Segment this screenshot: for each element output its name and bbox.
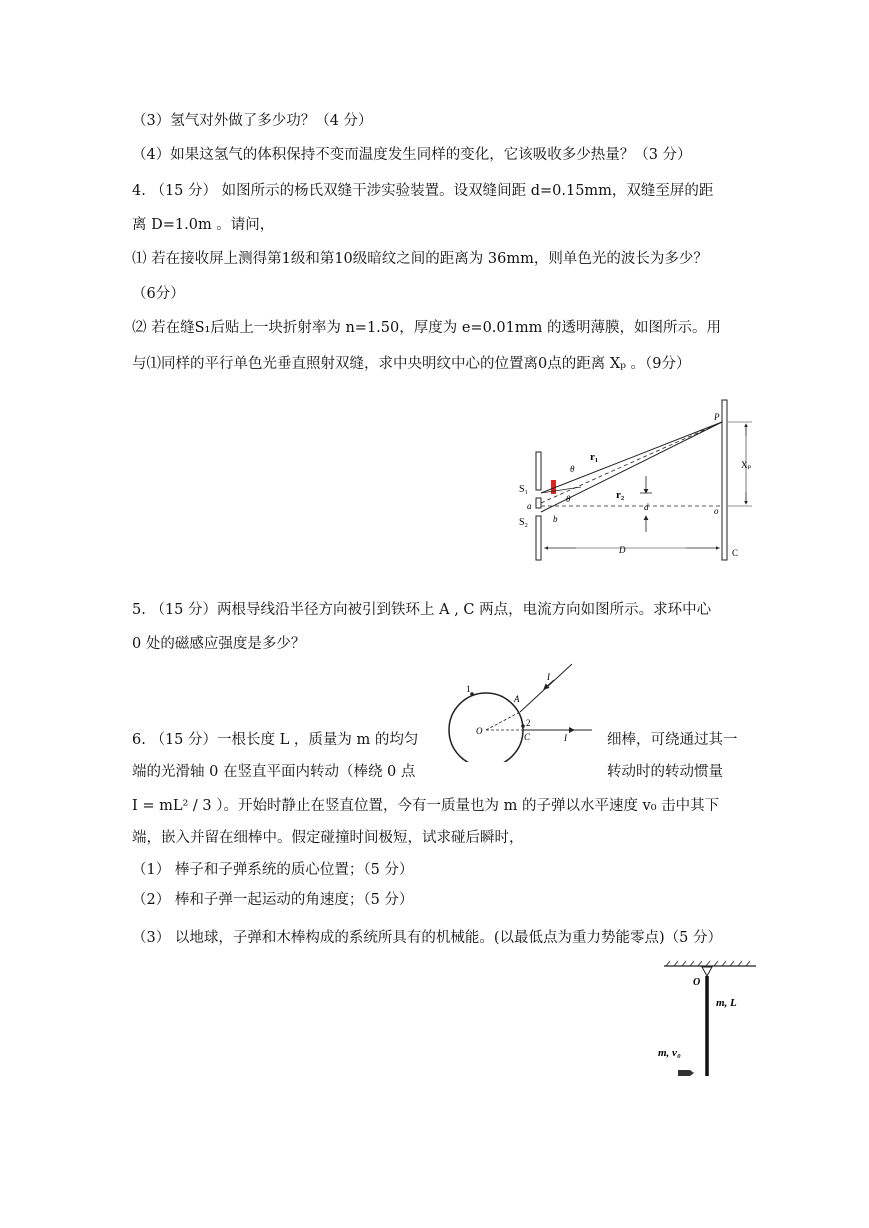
theta1-label: θ: [570, 464, 575, 474]
b-label: b: [553, 514, 558, 524]
screen-c-label: C: [732, 548, 739, 558]
point-1-label: 1: [466, 684, 471, 694]
r2-label: r₂: [616, 489, 625, 501]
q6-part1: （1） 棒子和子弹系统的质心位置；（5 分）: [132, 862, 414, 878]
o-label: o: [714, 506, 719, 516]
xp-label: Xₚ: [741, 460, 752, 470]
q4-heading-line1: 4. （15 分） 如图所示的杨氏双缝干涉实验装置。设双缝间距 d=0.15mm，双缝至屏的距: [132, 183, 714, 199]
rod-ml-label: m, L: [716, 997, 737, 1009]
q5-line2: 0 处的磁感应强度是多少？: [132, 636, 306, 652]
q6-line3: I = mL² / 3 ）。开始时静止在竖直位置，今有一质量也为 m 的子弹以水平速度 v₀ 击中其下: [132, 798, 720, 814]
q4-part1-line2: （6分）: [132, 286, 185, 302]
big-d-label: D: [619, 545, 626, 555]
point-p-label: P: [714, 412, 720, 422]
current-i1-label: I: [547, 672, 550, 682]
q5-line1: 5. （15 分）两根导线沿半径方向被引到铁环上 A , C 两点，电流方向如图所示。求环中心: [132, 602, 712, 618]
theta2-label: θ: [566, 494, 571, 504]
q4-part2-line1: ⑵ 若在缝S₁后贴上一块折射率为 n=1.50，厚度为 e=0.01mm 的透明薄膜，如图所示。用: [132, 320, 721, 336]
q4-part1-line1: ⑴ 若在接收屏上测得第1级和第10级暗纹之间的距离为 36mm，则单色光的波长为多少？: [132, 251, 708, 267]
point-c-label: C: [524, 732, 531, 742]
current-i2-label: I: [564, 733, 567, 743]
pivot-o-label: O: [693, 977, 701, 988]
q6-line1-right: 细棒，可绕通过其一: [607, 732, 738, 748]
s1-label: S₁: [519, 484, 529, 495]
q6-part3: （3） 以地球，子弹和木棒构成的系统所具有的机械能。(以最低点为重力势能零点)（5 分）: [132, 930, 722, 946]
rod-pivot-figure: [650, 960, 760, 1082]
q4-part2-line2: 与⑴同样的平行单色光垂直照射双缝，求中央明纹中心的位置离0点的距离 Xₚ 。（9分）: [132, 356, 691, 372]
q4-heading-line2: 离 D=1.0m 。请问，: [132, 217, 275, 233]
q3-part3: （3）氢气对外做了多少功？（4 分）: [132, 113, 373, 129]
q6-line2-right: 转动时的转动惯量: [607, 764, 723, 780]
double-slit-figure: [516, 396, 758, 562]
q3-part4: （4）如果这氢气的体积保持不变而温度发生同样的变化，它该吸收多少热量？（3 分）: [132, 147, 692, 163]
s2-label: S₂: [519, 517, 529, 528]
bullet-mv0-label: m, v₀: [658, 1047, 681, 1059]
a-label: a: [527, 501, 532, 511]
point-a-label: A: [514, 694, 520, 704]
q6-part2: （2） 棒和子弹一起运动的角速度；（5 分）: [132, 892, 414, 908]
d-label: d: [644, 502, 649, 512]
q6-line4: 端，嵌入并留在细棒中。假定碰撞时间极短，试求碰后瞬时，: [132, 830, 524, 846]
q6-line2-left: 端的光滑轴 0 在竖直平面内转动（棒绕 0 点: [132, 764, 416, 780]
r1-label: r₁: [590, 451, 599, 463]
iron-ring-figure: [444, 656, 604, 762]
point-2-label: 2: [526, 718, 531, 728]
q6-line1-left: 6. （15 分）一根长度 L ，质量为 m 的均匀: [132, 732, 419, 748]
center-o-label: O: [476, 726, 483, 736]
